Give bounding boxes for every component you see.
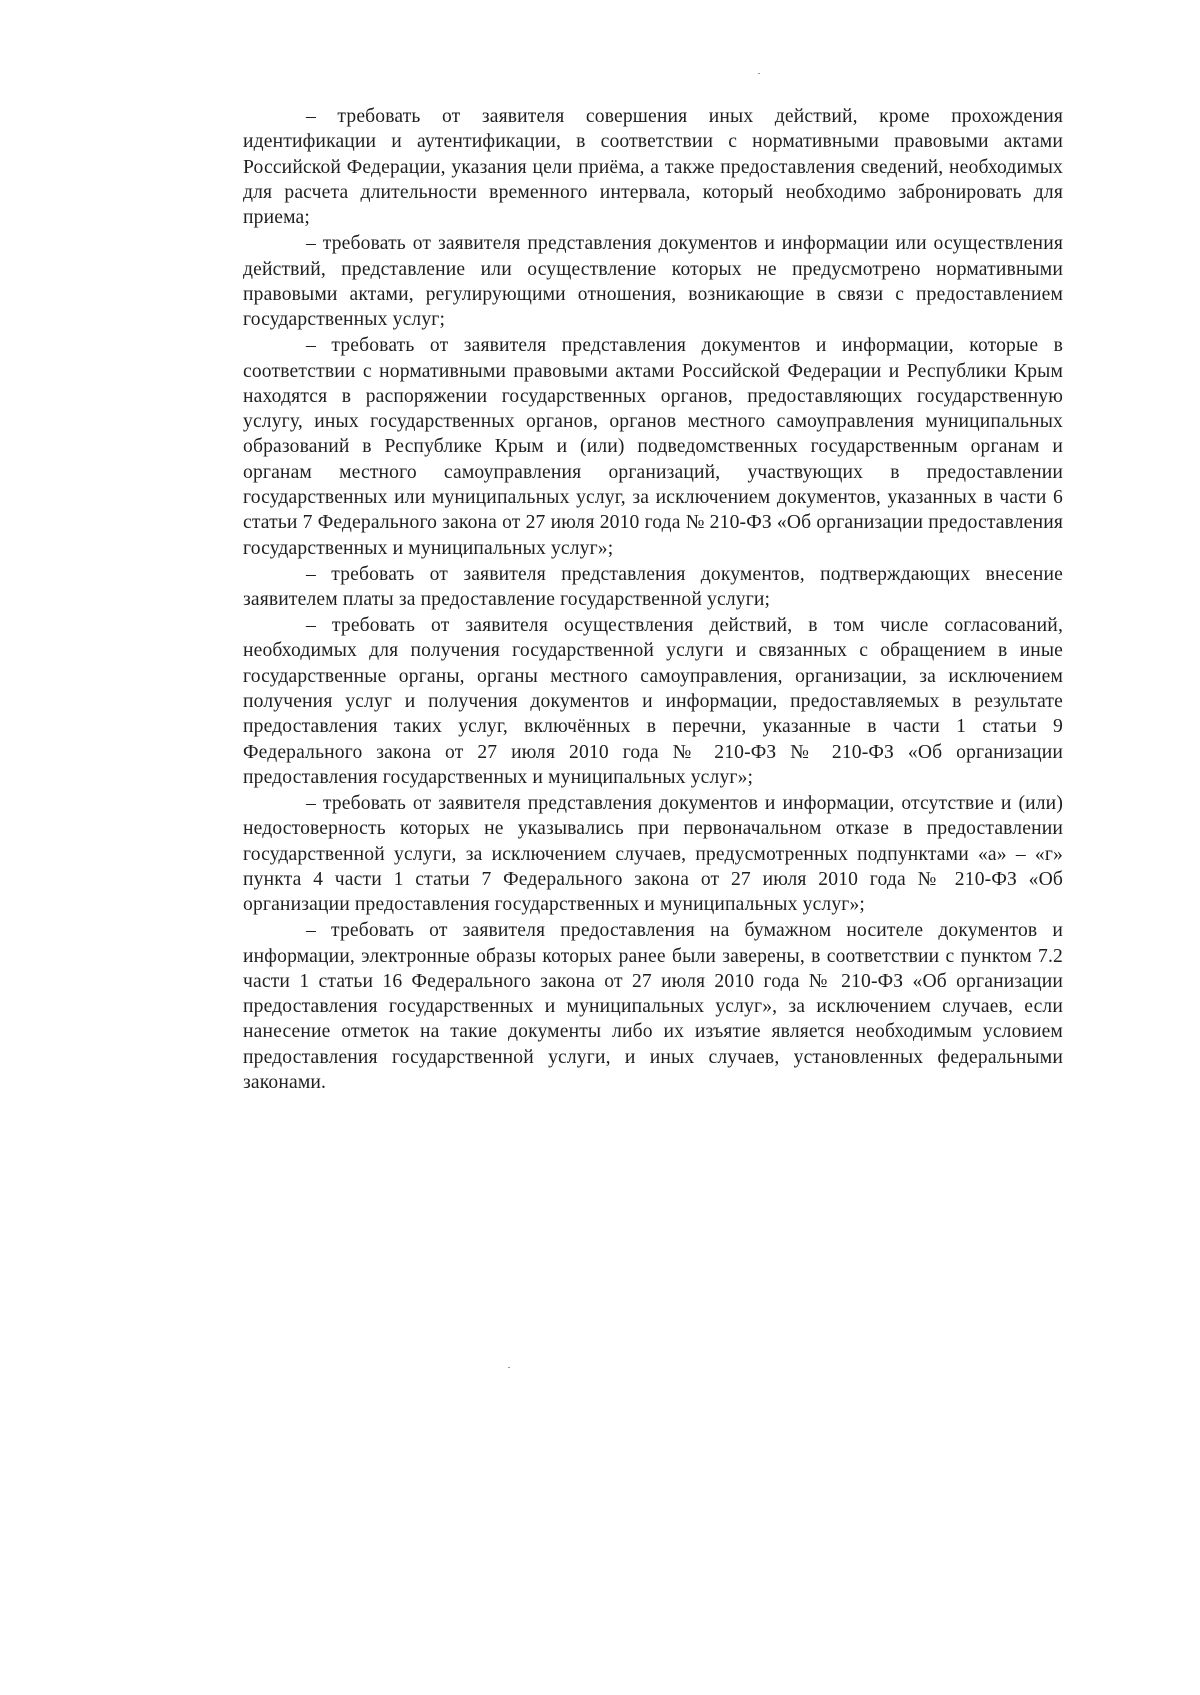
scan-speck <box>758 73 760 74</box>
paragraph: – требовать от заявителя представления документов, подтверждающих внесение заявителем платы за предоставление государственной услуги; <box>243 563 1063 611</box>
paragraph: – требовать от заявителя представления документов и информации или осуществления действий, представление или осуществление которых не предусмотрено нормативными правовыми актами, регулирующими отношения, возникающие в связи с предоставлением государственных услуг; <box>243 233 1063 331</box>
paragraph: – требовать от заявителя представления документов и информации, отсутствие и (или) недостоверность которых не указывались при первоначальном отказе в предоставлении государственной услуги, за исключением случаев, предусмотренных подпунктами «а» – «г» пункта 4 части 1 статьи 7 Федерального закона от 27 июля 2010 года № 210-ФЗ «Об организации предоставления государственных и муниципальных услуг»; <box>243 793 1063 916</box>
scan-speck <box>508 1367 510 1368</box>
paragraph: – требовать от заявителя осуществления действий, в том числе согласований, необходимых для получения государственной услуги и связанных с обращением в иные государственные органы, органы местного самоуправления, организации, за исключением получения услуг и получения документов и информации, предоставляемых в результате предоставления таких услуг, включённых в перечни, указанные в части 1 статьи 9 Федерального закона от 27 июля 2010 года № 210-ФЗ № 210-ФЗ «Об организации предоставления государственных и муниципальных услуг»; <box>243 615 1063 788</box>
paragraph: – требовать от заявителя предоставления на бумажном носителе документов и информации, электронные образы которых ранее были заверены, в соответствии с пунктом 7.2 части 1 статьи 16 Федерального закона от 27 июля 2010 года № 210-ФЗ «Об организации предоставления государственных и муниципальных услуг», за исключением случаев, если нанесение отметок на такие документы либо их изъятие является необходимым условием предоставления государственной услуги, и иных случаев, установленных федеральными законами. <box>243 920 1063 1094</box>
document-body <box>243 104 1063 1096</box>
paragraph: – требовать от заявителя представления документов и информации, которые в соответствии с нормативными правовыми актами Российской Федерации и Республики Крым находятся в распоряжении государственных органов, предоставляющих государственную услугу, иных государственных органов, органов местного самоуправления муниципальных образований в Республике Крым и (или) подведомственных государственным органам и органам местного самоуправления организаций, участвующих в предоставлении государственных или муниципальных услуг, за исключением документов, указанных в части 6 статьи 7 Федерального закона от 27 июля 2010 года № 210-ФЗ «Об организации предоставления государственных и муниципальных услуг»; <box>243 335 1063 559</box>
paragraph: – требовать от заявителя совершения иных действий, кроме прохождения идентификации и аутентификации, в соответствии с нормативными правовыми актами Российской Федерации, указания цели приёма, а также предоставления сведений, необходимых для расчета длительности временного интервала, который необходимо забронировать для приема; <box>243 106 1063 229</box>
